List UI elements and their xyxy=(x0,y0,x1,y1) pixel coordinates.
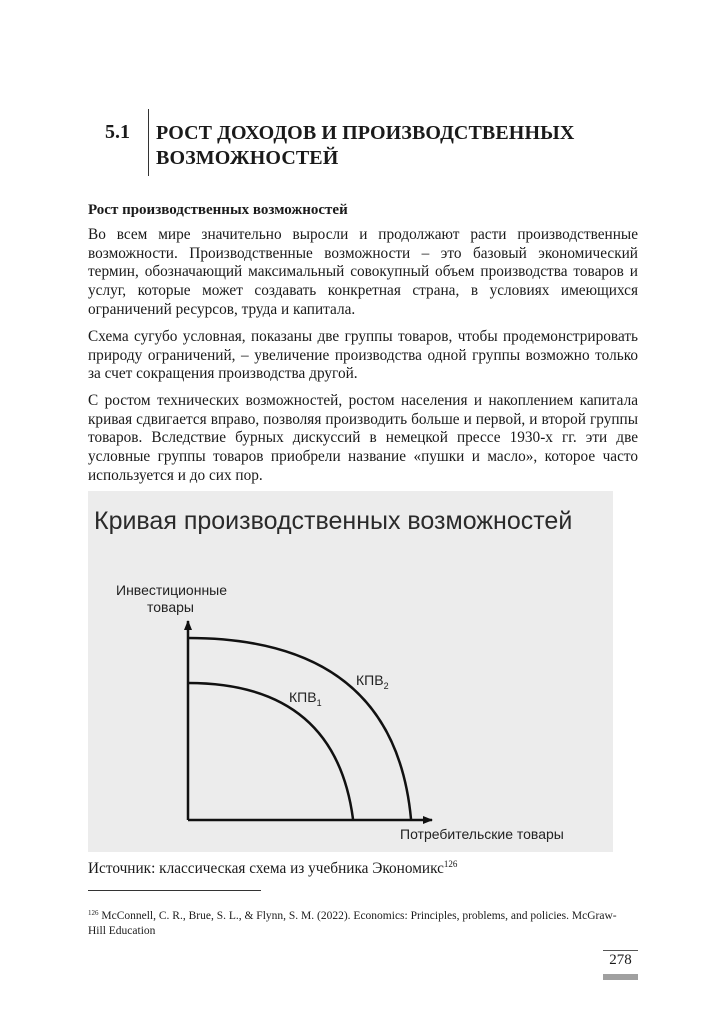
x-axis-label: Потребительские товары xyxy=(400,826,564,842)
section-title-line-2: ВОЗМОЖНОСТЕЙ xyxy=(156,147,339,169)
subheading: Рост производственных возможностей xyxy=(88,202,348,218)
paragraph-2: Схема сугубо условная, показаны две группы товаров, чтобы продемонстрировать природу ограничений, – увеличение производства одной группы возможно только за счет сокращения производства другой. xyxy=(88,328,638,383)
ppf-figure xyxy=(88,491,613,852)
curve-2-label: $КПВ_2$ xyxy=(356,672,389,691)
page-number: 278 xyxy=(609,952,632,968)
section-title-line-1: РОСТ ДОХОДОВ И ПРОИЗВОДСТВЕННЫХ xyxy=(156,122,575,144)
page-number-bar xyxy=(603,974,638,980)
paragraph-3: С ростом технических возможностей, ростом населения и накоплением капитала кривая сдвигается вправо, позволяя производить больше и первой, и второй группы товаров. Вследствие бурных дискуссий в немецкой прессе 1930-х гг. эти две условные группы товаров приобрели название «пушки и масло», которое часто используется и до сих пор. xyxy=(88,392,638,484)
footnote-number: 126 xyxy=(88,909,99,917)
y-axis-label-line-2: товары xyxy=(147,599,194,615)
footnote-rule xyxy=(88,890,261,891)
caption-footnote-ref[interactable]: 126 xyxy=(443,859,458,869)
ppf-chart xyxy=(88,491,613,852)
ppf-curve-2 xyxy=(188,638,411,819)
chart-title: Кривая производственных возможностей xyxy=(94,507,573,535)
section-number: 5.1 xyxy=(105,121,130,143)
section-title xyxy=(156,121,574,171)
footnote: $^{126}$ McConnell, C. R., Brue, S. L., & Flynn, S. M. (2022). Economics: Principles, problems, and policies. McGraw-Hill Education xyxy=(88,909,617,937)
y-axis-label-line-1: Инвестиционные xyxy=(116,582,228,598)
figure-caption: Источник: классическая схема из учебника Экономикс$^{126}$ xyxy=(88,859,458,877)
page-number-rule xyxy=(603,950,638,951)
curve-1-label: $КПВ_1$ xyxy=(289,689,322,708)
paragraph-1: Во всем мире значительно выросли и продолжают расти производственные возможности. Производственные возможности – это базовый экономический термин, обозначающий максимальный совокупный объем производства товаров и услуг, которые может создавать конкретная страна, в условиях имеющихся ограничений ресурсов, труда и капитала. xyxy=(88,226,638,318)
section-divider xyxy=(148,109,149,176)
ppf-curve-1 xyxy=(188,683,353,819)
